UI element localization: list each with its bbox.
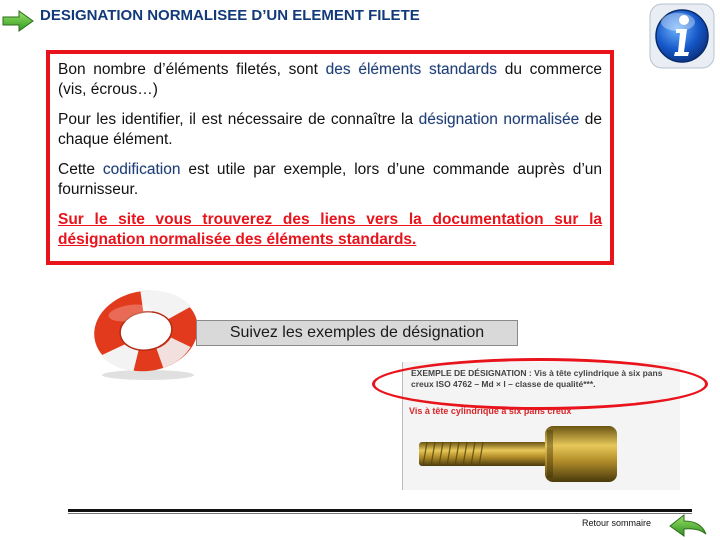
footer-divider-shadow (68, 513, 692, 514)
example-designation-caption: EXEMPLE DE DÉSIGNATION : Vis à tête cylindrique à six pans creux ISO 4762 – Md × l – classe de qualité***. (411, 368, 663, 389)
green-return-arrow-icon[interactable] (668, 512, 708, 540)
highlight-standard-elements: des éléments standards (325, 61, 498, 78)
highlight-ellipse (372, 358, 708, 410)
documentation-link[interactable]: Sur le site vous trouverez des liens vers la documentation sur la désignation normalisée des éléments standards. (58, 211, 602, 248)
footer-divider (68, 509, 692, 512)
lifebuoy-icon (88, 283, 206, 381)
info-icon[interactable] (648, 2, 716, 70)
info-box (46, 50, 614, 265)
paragraph-designation: Pour les identifier, il est nécessaire de connaître la désignation normalisée de chaque élément. (58, 111, 602, 148)
highlight-designation: désignation normalisée (418, 111, 580, 128)
return-summary-link[interactable]: Retour sommaire (582, 518, 652, 528)
hex-socket-screw-icon (417, 420, 627, 486)
paragraph-standard-elements: Bon nombre d’éléments filetés, sont des éléments standards du commerce (vis, écrous…) (58, 61, 603, 98)
paragraph-codification: Cette codification est utile par exemple, lors d’une commande auprès d’un fournisseur. (58, 161, 602, 198)
example-screw-name: Vis à tête cylindrique à six pans creux (409, 406, 572, 416)
examples-button[interactable]: Suivez les exemples de désignation (196, 320, 518, 346)
page-title: DESIGNATION NORMALISEE D’UN ELEMENT FILETE (40, 7, 420, 24)
highlight-codification: codification (102, 161, 181, 178)
green-arrow-right-icon[interactable] (2, 10, 34, 32)
